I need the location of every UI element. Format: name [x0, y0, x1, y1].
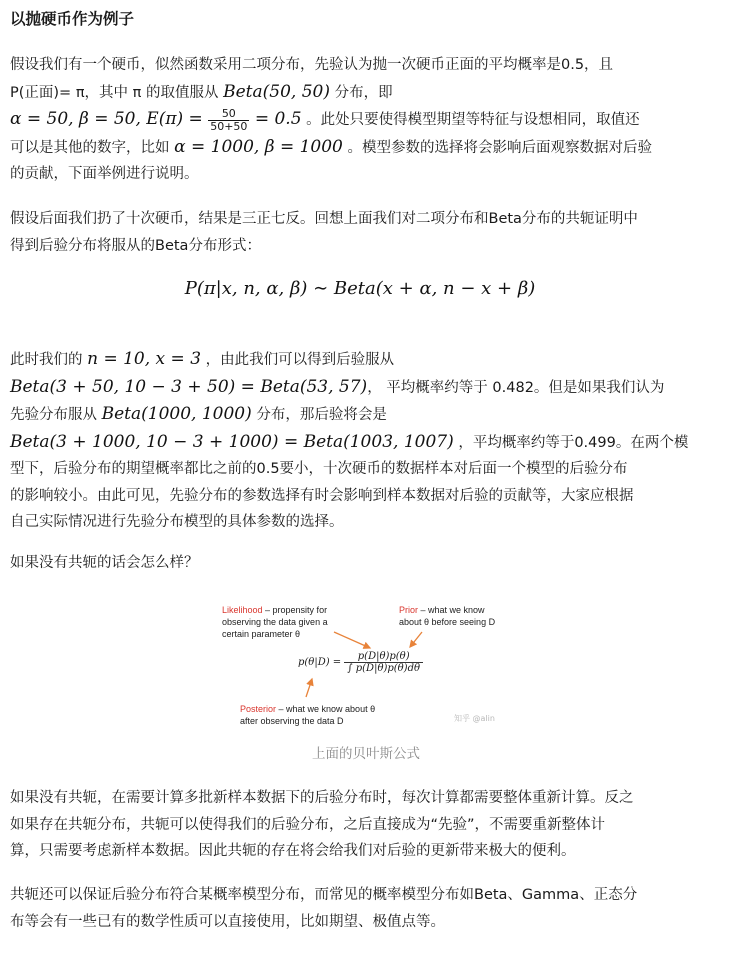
text: ， 平均概率约等于 0.482。但是如果我们认为	[367, 379, 665, 396]
math-posterior-1003-1007: Beta(3 + 1000, 10 − 3 + 1000) = Beta(1003, 1007)	[10, 431, 454, 452]
text: 分布，那后验将会是	[251, 407, 387, 423]
equation-posterior-beta: P(π|x, n, α, β) ∼ Beta(x + α, n − x + β)	[184, 278, 536, 299]
fraction-numerator: 50	[208, 108, 249, 121]
text: – propensity for	[262, 605, 328, 615]
text: ，由此我们可以得到后验服从	[201, 352, 395, 368]
text: – what we know about θ	[276, 704, 376, 714]
paragraph-conjugate-benefits	[10, 882, 710, 935]
arrow-posterior	[306, 679, 312, 697]
text: – what we know	[418, 605, 485, 615]
prior-label: Prior	[399, 605, 419, 615]
text: 共轭还可以保证后验分布符合某概率模型分布，而常见的概率模型分布如Beta、Gamma、正态分	[10, 887, 638, 903]
arrow-likelihood	[334, 632, 370, 648]
text: observing the data given a	[222, 617, 328, 627]
text: certain parameter θ	[222, 629, 301, 639]
math-equals-half: = 0.5	[249, 109, 302, 129]
text: ，平均概率约等于0.499。在两个模	[453, 434, 689, 451]
math-beta-1000-1000: Beta(1000, 1000)	[101, 404, 252, 424]
paragraph-ten-flips	[10, 206, 710, 259]
text: 此时我们的	[10, 352, 88, 368]
text: 。此处只要使得模型期望等特征与设想相同，取值还	[301, 112, 640, 128]
text: 布等会有一些已有的数学性质可以直接使用，比如期望、极值点等。	[10, 913, 445, 930]
formula-lhs: p(θ|D) =	[298, 657, 345, 668]
paragraph-coin-prior	[10, 52, 710, 188]
bayes-formula	[298, 651, 423, 674]
math-posterior-53-57: Beta(3 + 50, 10 − 3 + 50) = Beta(53, 57)	[10, 376, 368, 397]
figure-caption: 上面的贝叶斯公式	[312, 746, 420, 762]
posterior-label: Posterior	[240, 704, 277, 714]
text: 如果没有共轭，在需要计算多批新样本数据下的后验分布时，每次计算都需要整体重新计算。反之	[10, 790, 634, 806]
paragraph-without-conjugate	[10, 785, 710, 865]
text: 得到后验分布将服从的Beta分布形式：	[10, 237, 261, 254]
text: 。模型参数的选择将会影响后面观察数据对后验	[342, 139, 652, 156]
math-fraction	[208, 108, 249, 133]
fraction-denominator: 50+50	[210, 119, 248, 133]
text: 先验分布服从	[10, 407, 102, 423]
text: 型下，后验分布的期望概率都比之前的0.5要小，十次硬币的数据样本对后面一个模型的后验分布	[10, 461, 628, 477]
formula-denominator: ∫ p(D|θ)p(θ)dθ	[347, 663, 421, 674]
math-beta-50-50: Beta(50, 50)	[223, 81, 330, 102]
text: 的贡献，下面举例进行说明。	[10, 166, 199, 182]
text: 如果没有共轭的话会怎么样？	[10, 555, 199, 571]
text: 分布，即	[329, 84, 393, 101]
math-n-x: n = 10, x = 3	[87, 349, 202, 369]
section-title: 以抛硬币作为例子	[10, 10, 135, 28]
text: 的影响较小。由此可见，先验分布的参数选择有时会影响到样本数据对后验的贡献等，大家应根据	[10, 487, 634, 504]
text: 算，只需要考虑新样本数据。因此共轭的存在将会给我们对后验的更新带来极大的便利。	[10, 843, 576, 859]
text: after observing the data D	[240, 716, 344, 726]
text: P(正面)= π，其中 π 的取值服从	[10, 84, 224, 101]
math-alpha-beta-expectation: α = 50, β = 50, E(π) =	[10, 109, 209, 129]
watermark: 知乎 @alin	[454, 714, 495, 723]
text: 假设后面我们扔了十次硬币，结果是三正七反。回想上面我们对二项分布和Beta分布的共轭证明中	[10, 211, 638, 227]
math-alpha-beta-1000: α = 1000, β = 1000	[174, 136, 343, 157]
question-no-conjugate	[10, 550, 710, 577]
paragraph-posterior-example	[10, 346, 710, 536]
text: 可以是其他的数字，比如	[10, 139, 175, 156]
text: about θ before seeing D	[399, 617, 496, 627]
text: 自己实际情况进行先验分布模型的具体参数的选择。	[10, 514, 344, 530]
bayes-formula-figure	[222, 595, 512, 735]
text: 假设我们有一个硬币，似然函数采用二项分布，先验认为抛一次硬币正面的平均概率是0.5，且	[10, 57, 614, 73]
formula-numerator: p(D|θ)p(θ)	[344, 651, 423, 663]
likelihood-label: Likelihood	[222, 605, 263, 615]
formula-fraction	[344, 651, 423, 674]
text: 如果存在共轭分布，共轭可以使得我们的后验分布，之后直接成为“先验”，不需要重新整体计	[10, 816, 606, 833]
posterior-annotation	[240, 703, 375, 727]
arrow-prior	[410, 632, 422, 647]
